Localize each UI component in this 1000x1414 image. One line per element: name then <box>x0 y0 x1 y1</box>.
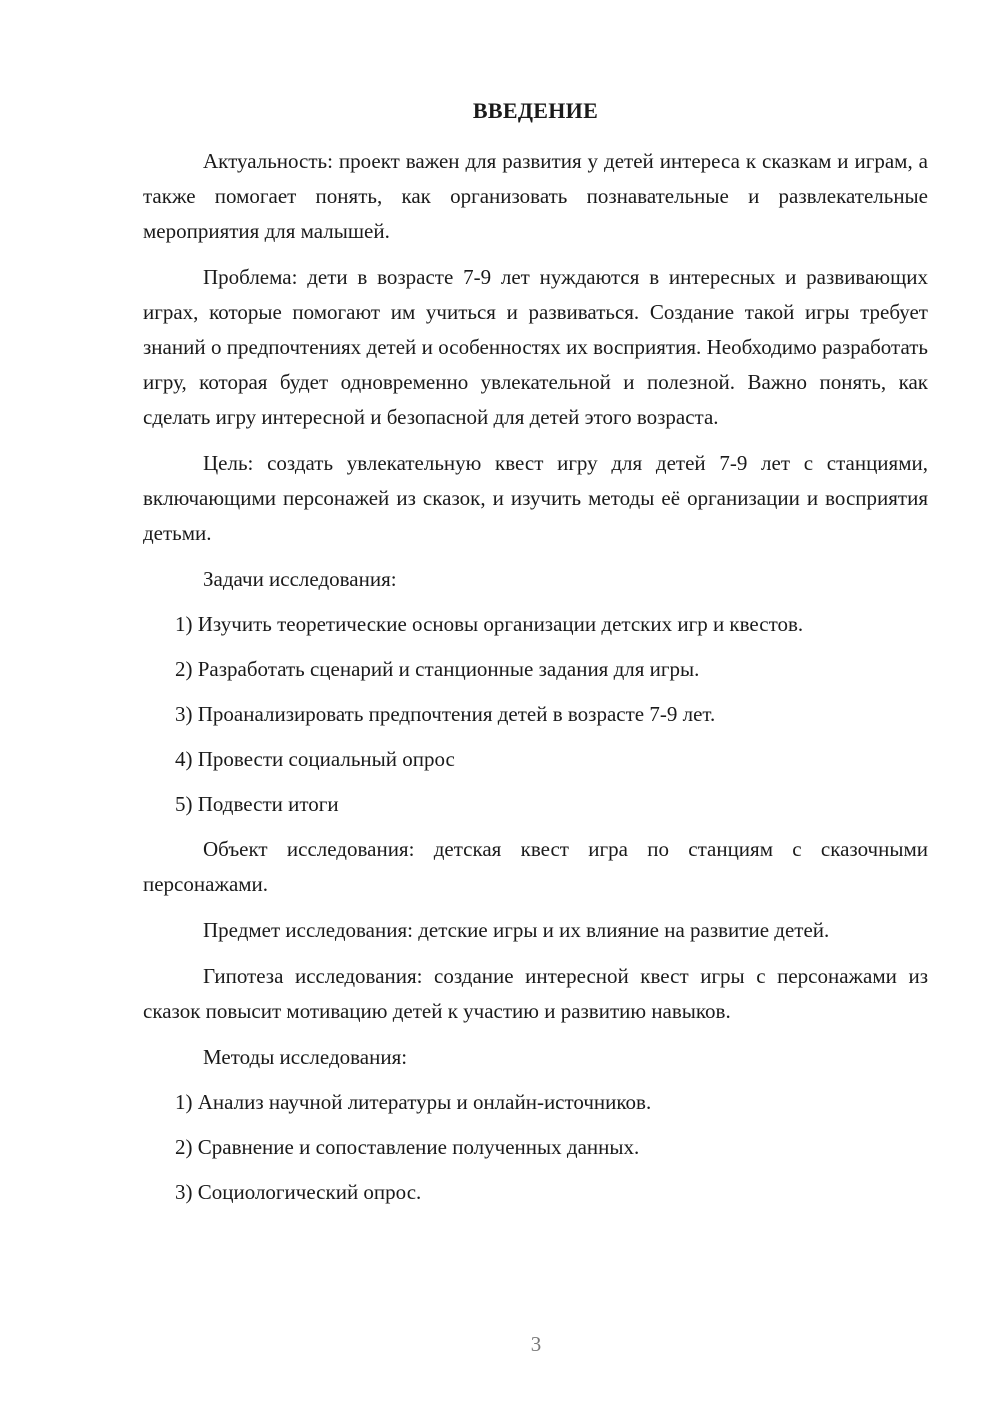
list-item: 3) Проанализировать предпочтения детей в возрасте 7-9 лет. <box>175 702 716 726</box>
list-item: 1) Изучить теоретические основы организации детских игр и квестов. <box>175 612 804 636</box>
relevance-paragraph: Актуальность: проект важен для развития у детей интереса к сказкам и играм, а также помогает понять, как организовать познавательные и развлекательные мероприятия для малышей. <box>143 149 928 243</box>
subject-paragraph: Предмет исследования: детские игры и их влияние на развитие детей. <box>203 918 830 942</box>
list-item: 3) Социологический опрос. <box>175 1180 422 1204</box>
hypothesis-paragraph: Гипотеза исследования: создание интересной квест игры с персонажами из сказок повысит мотивацию детей к участию и развитию навыков. <box>143 964 928 1023</box>
list-item: 5) Подвести итоги <box>175 792 339 816</box>
problem-paragraph: Проблема: дети в возрасте 7-9 лет нуждаются в интересных и развивающих играх, которые помогают им учиться и развиваться. Создание такой игры требует знаний о предпочтениях детей и особенностях их восприятия. Необходимо разработать игру, которая будет одновременно увлекательной и полезной. Важно понять, как сделать игру интересной и безопасной для детей этого возраста. <box>143 265 928 429</box>
methods-heading: Методы исследования: <box>203 1045 408 1069</box>
tasks-list <box>143 607 928 822</box>
object-paragraph: Объект исследования: детская квест игра по станциям с сказочными персонажами. <box>143 837 928 896</box>
list-item: 1) Анализ научной литературы и онлайн-источников. <box>175 1090 652 1114</box>
page-number: 3 <box>530 1332 542 1356</box>
list-item: 2) Разработать сценарий и станционные задания для игры. <box>175 657 700 681</box>
page-title: ВВЕДЕНИЕ <box>472 98 599 123</box>
methods-list <box>143 1085 928 1210</box>
document-page <box>143 96 928 1220</box>
goal-paragraph: Цель: создать увлекательную квест игру для детей 7-9 лет с станциями, включающими персонажей из сказок, и изучить методы её организации и восприятия детьми. <box>143 451 928 545</box>
list-item: 4) Провести социальный опрос <box>175 747 455 771</box>
list-item: 2) Сравнение и сопоставление полученных данных. <box>175 1135 640 1159</box>
tasks-heading: Задачи исследования: <box>203 567 397 591</box>
